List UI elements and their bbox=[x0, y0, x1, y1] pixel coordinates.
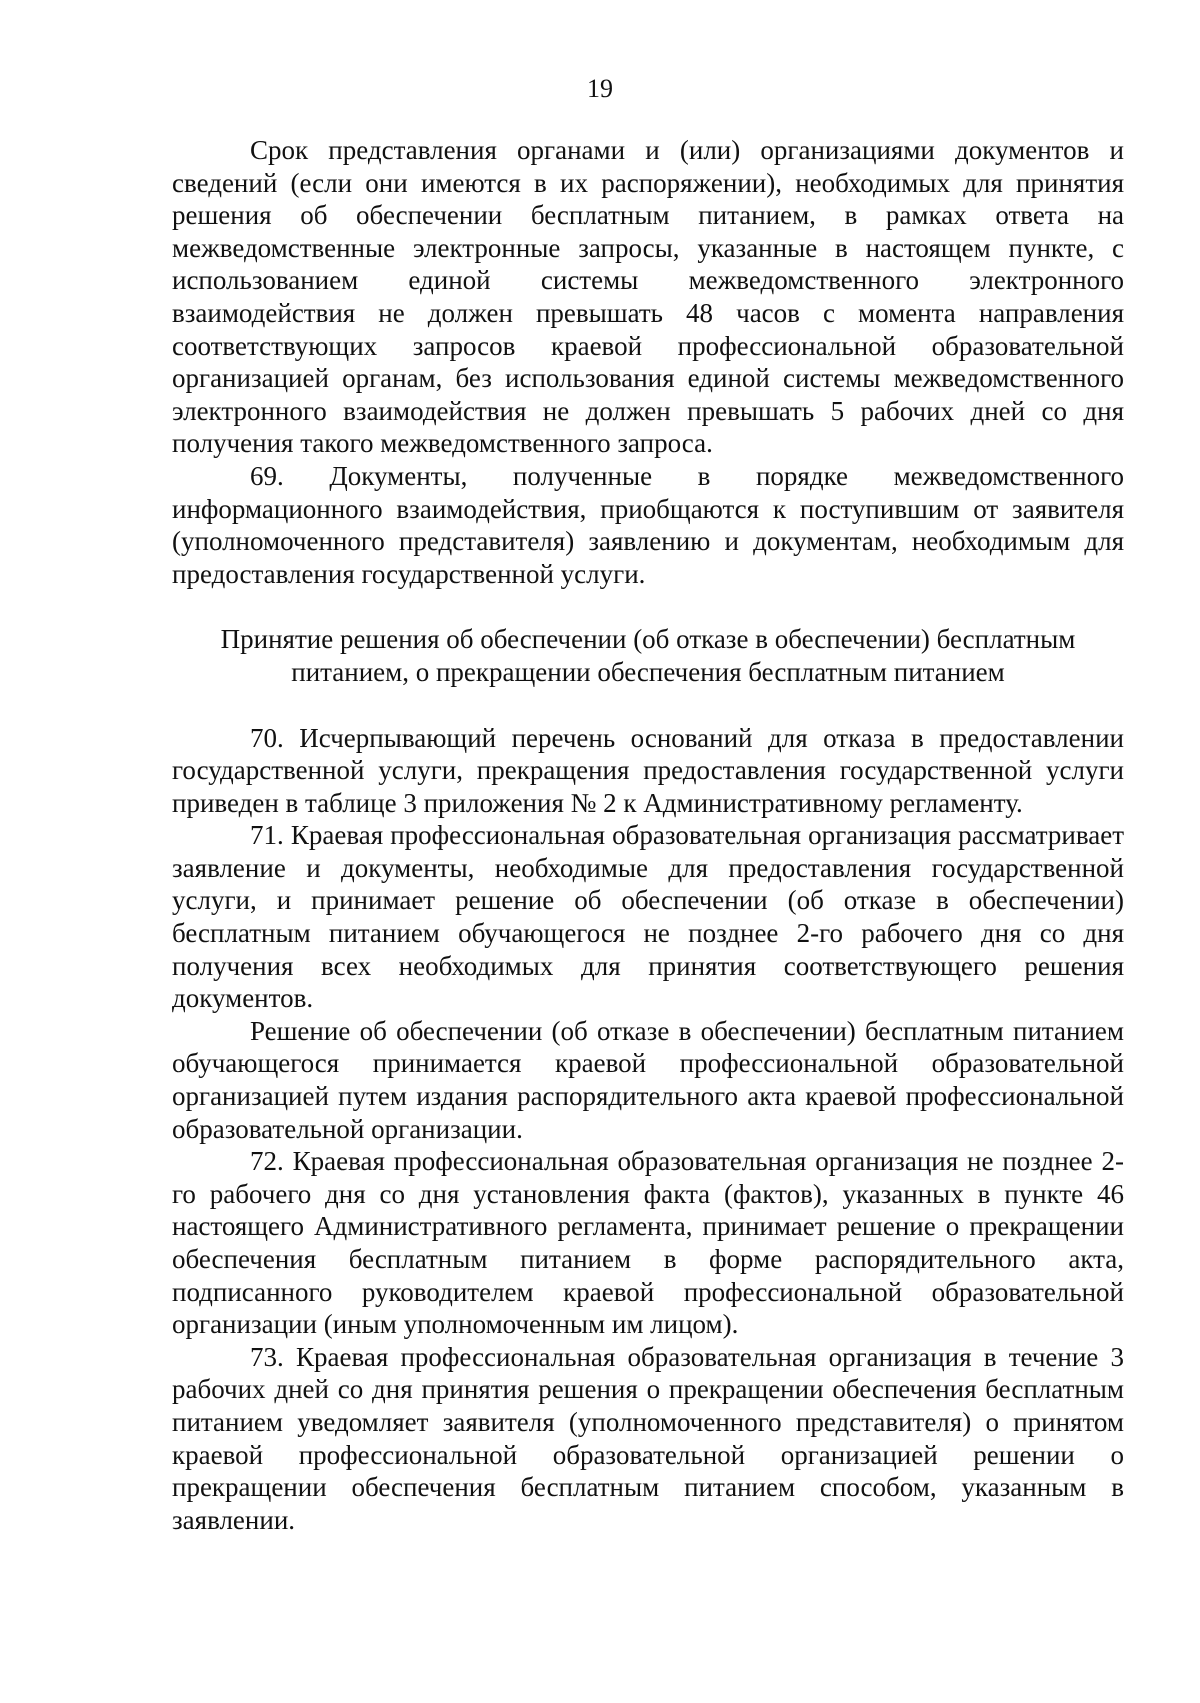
section-heading bbox=[172, 623, 1124, 688]
paragraph-submission-deadline: Срок представления органами и (или) организациями документов и сведений (если они имеются в их распоряжении), необходимых для принятия решения об обеспечении бесплатным питанием, в рамках ответа на межведомственные электронные запросы, указанные в настоящем пункте, с использованием единой системы межведомственного электронного взаимодействия не должен превышать 48 часов с момента направления соответствующих запросов краевой профессиональной образовательной организацией органам, без использования единой системы межведомственного электронного взаимодействия не должен превышать 5 рабочих дней со дня получения такого межведомственного запроса. bbox=[172, 135, 1124, 459]
page-number: 19 bbox=[587, 74, 613, 103]
paragraph-71: 71. Краевая профессиональная образовательная организация рассматривает заявление и документы, необходимые для предоставления государственной услуги, и принимает решение об обеспечении (об отказе в обеспечении) бесплатным питанием обучающегося не позднее 2-го рабочего дня со дня получения всех необходимых для принятия соответствующего решения документов. bbox=[172, 820, 1124, 1014]
paragraph-72: 72. Краевая профессиональная образовательная организация не позднее 2-го рабочего дня со дня установления факта (фактов), указанных в пункте 46 настоящего Административного регламента, принимает решение о прекращении обеспечения бесплатным питанием в форме распорядительного акта, подписанного руководителем краевой профессиональной образовательной организации (иным уполномоченным им лицом). bbox=[172, 1146, 1124, 1340]
paragraph-73: 73. Краевая профессиональная образовательная организация в течение 3 рабочих дней со дня принятия решения о прекращении обеспечения бесплатным питанием уведомляет заявителя (уполномоченного представителя) о принятом краевой профессиональной образовательной организацией решении о прекращении обеспечения бесплатным питанием способом, указанным в заявлении. bbox=[172, 1341, 1124, 1535]
section-heading-line-1: Принятие решения об обеспечении (об отказе в обеспечении) бесплатным bbox=[220, 624, 1076, 655]
paragraph-70: 70. Исчерпывающий перечень оснований для отказа в предоставлении государственной услуги, прекращения предоставления государственной услуги приведен в таблице 3 приложения № 2 к Административному регламенту. bbox=[172, 722, 1124, 818]
paragraph-69: 69. Документы, полученные в порядке межведомственного информационного взаимодействия, приобщаются к поступившим от заявителя (уполномоченного представителя) заявлению и документам, необходимым для предоставления государственной услуги. bbox=[172, 460, 1124, 589]
document-body bbox=[172, 134, 1124, 1536]
paragraph-decision: Решение об обеспечении (об отказе в обеспечении) бесплатным питанием обучающегося принимается краевой профессиональной образовательной организацией путем издания распорядительного акта краевой профессиональной образовательной организации. bbox=[172, 1015, 1124, 1144]
section-heading-line-2: питанием, о прекращении обеспечения бесплатным питанием bbox=[291, 656, 1005, 687]
